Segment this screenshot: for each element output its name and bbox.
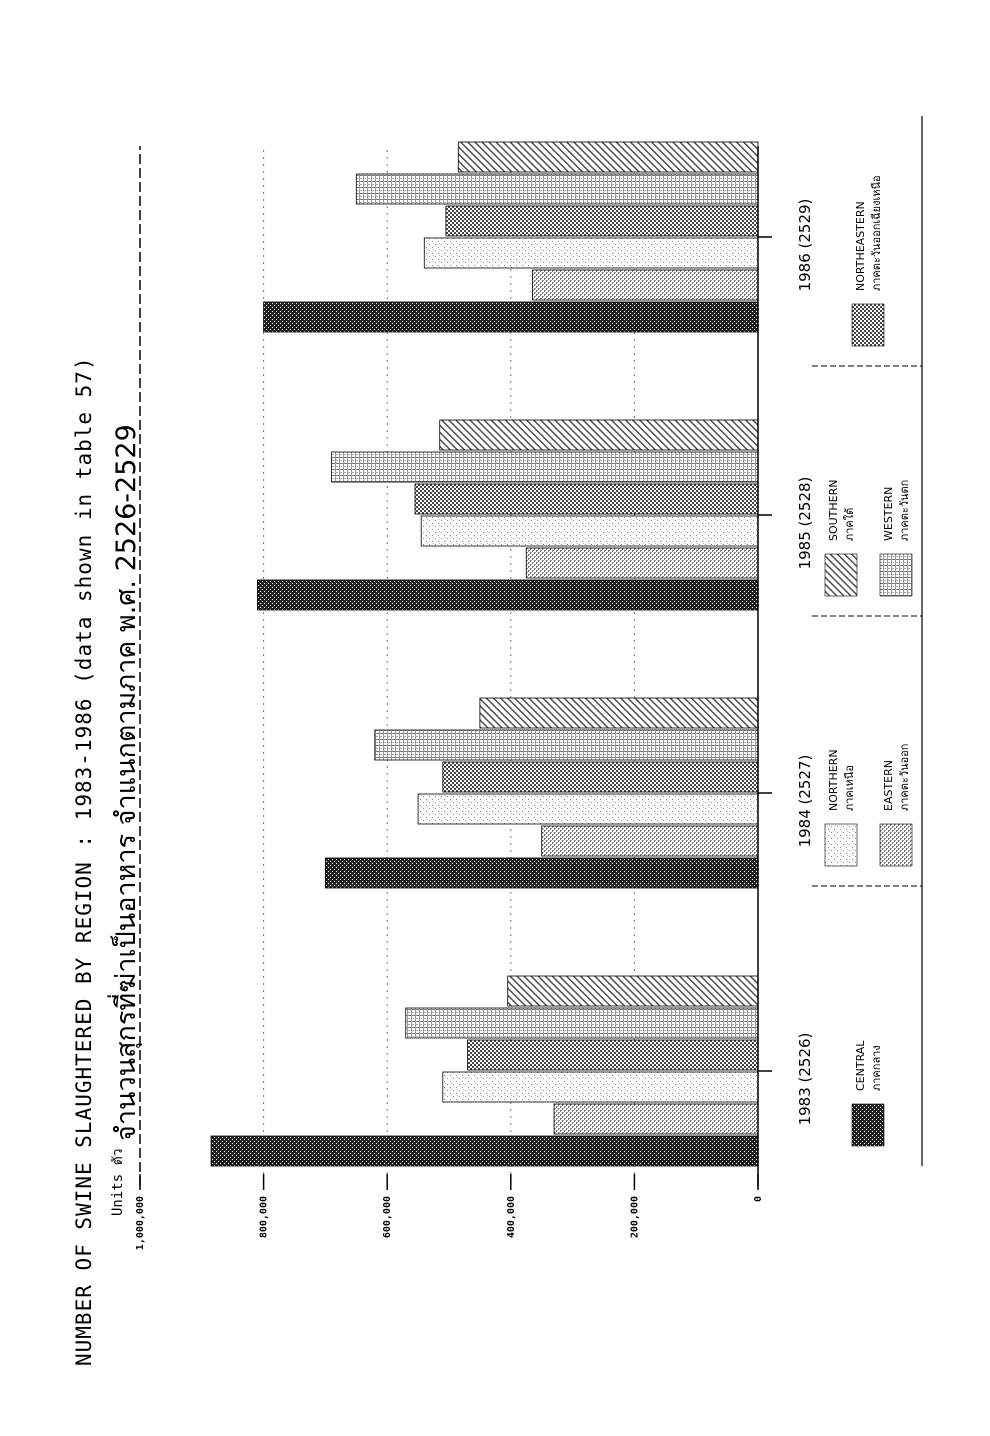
bar-southern-0: [508, 976, 758, 1006]
bar-central-2: [257, 580, 758, 610]
legend-label-th: ภาคกลาง: [870, 1045, 883, 1091]
legend-swatch-northeastern: [852, 304, 884, 346]
bar-central-0: [211, 1136, 758, 1166]
legend-label-en: WESTERN: [882, 486, 895, 541]
bar-northeastern-3: [446, 206, 758, 236]
legend-label-en: CENTRAL: [854, 1040, 867, 1091]
legend-label-th: ภาคเหนือ: [843, 765, 856, 811]
legend-swatch-northern: [825, 824, 857, 866]
y-tick-label: 400,000: [505, 1196, 517, 1239]
y-axis-ticks: [135, 1174, 764, 1250]
bar-western-1: [375, 730, 758, 760]
bar-northern-2: [421, 516, 758, 546]
legend-swatch-eastern: [880, 824, 912, 866]
bar-central-3: [264, 302, 758, 332]
legend-label-th: ภาคใต้: [843, 507, 856, 541]
bar-eastern-3: [532, 270, 758, 300]
bar-western-0: [406, 1008, 758, 1038]
y-axis-label: Units ตัว: [110, 1148, 126, 1216]
chart-title: NUMBER OF SWINE SLAUGHTERED BY REGION : 1983-1986 (data shown in table 57): [72, 356, 96, 1366]
y-tick-label: 800,000: [258, 1196, 270, 1239]
bar-northeastern-2: [415, 484, 758, 514]
y-tick-label: 600,000: [382, 1196, 394, 1239]
bar-northern-1: [418, 794, 758, 824]
chart-subtitle: จำนวนสุกรที่ฆ่าเป็นอาหาร จำแนกตามภาค พ.ศ. 2526-2529: [111, 424, 142, 1141]
x-category-label: 1986 (2529): [796, 198, 814, 292]
bar-northeastern-1: [443, 762, 758, 792]
legend-swatch-southern: [825, 554, 857, 596]
bar-western-2: [332, 452, 758, 482]
legend-label-th: ภาคตะวันออกเฉียงเหนือ: [870, 175, 883, 291]
legend-label-en: EASTERN: [882, 760, 895, 811]
legend-label-en: NORTHEASTERN: [854, 201, 867, 291]
bar-northern-0: [443, 1072, 758, 1102]
bars: [211, 142, 758, 1166]
bar-eastern-2: [526, 548, 758, 578]
legend-label-th: ภาคตะวันตก: [898, 479, 911, 541]
bar-eastern-1: [542, 826, 758, 856]
x-category-label: 1985 (2528): [796, 476, 814, 570]
bar-northeastern-0: [468, 1040, 758, 1070]
legend-label-th: ภาคตะวันออก: [898, 743, 911, 811]
bar-eastern-0: [554, 1104, 758, 1134]
y-tick-label: 1,000,000: [135, 1196, 146, 1251]
legend-label-en: NORTHERN: [827, 749, 840, 811]
bar-southern-2: [440, 420, 758, 450]
x-category-label: 1983 (2526): [796, 1032, 814, 1126]
legend-swatch-western: [880, 554, 912, 596]
y-tick-label: 200,000: [629, 1196, 641, 1239]
y-tick-label: 0: [753, 1196, 764, 1203]
legend-label-en: SOUTHERN: [827, 479, 840, 541]
bar-central-1: [325, 858, 758, 888]
legend: [812, 116, 922, 1166]
bar-northern-3: [424, 238, 758, 268]
bar-western-3: [356, 174, 758, 204]
x-category-label: 1984 (2527): [796, 754, 814, 848]
category-labels: [758, 199, 814, 1126]
bar-southern-3: [458, 142, 758, 172]
bar-southern-1: [480, 698, 758, 728]
legend-swatch-central: [852, 1104, 884, 1146]
